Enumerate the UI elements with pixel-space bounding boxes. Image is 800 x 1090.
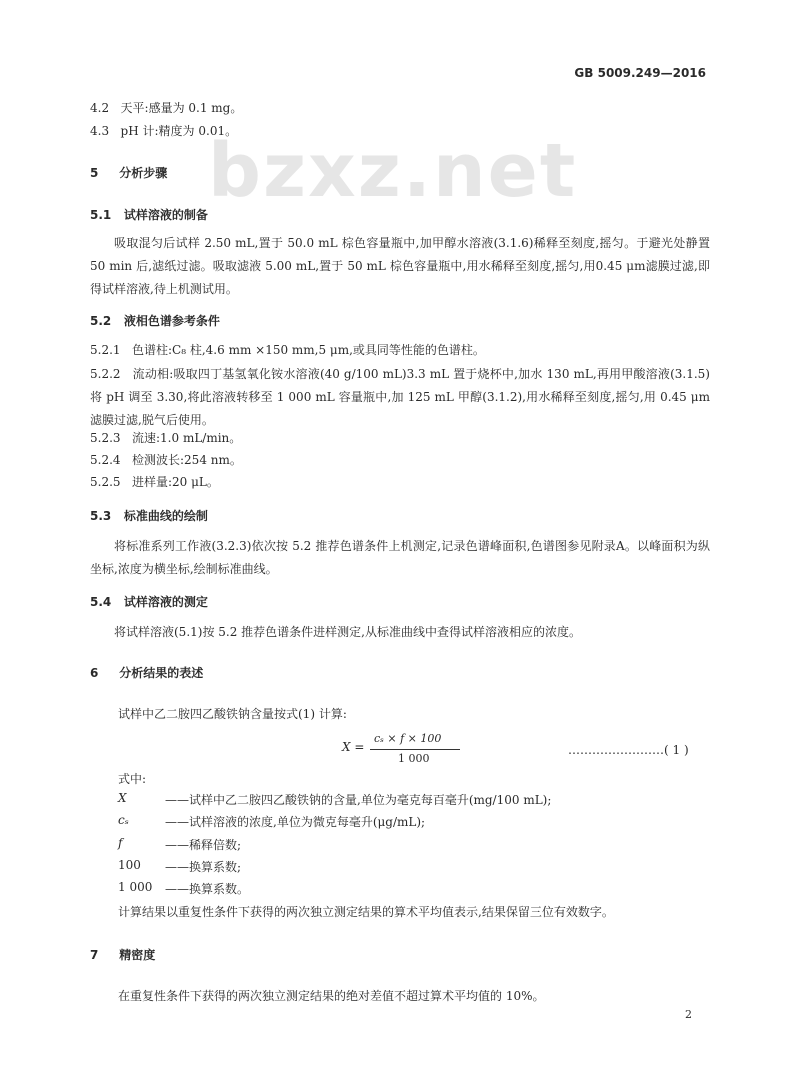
section-7-paragraph: 在重复性条件下获得的两次独立测定结果的绝对差值不超过算术平均值的 10%。 (118, 989, 545, 1003)
clause-number: 4.2 (90, 101, 110, 115)
clause-number: 5.2.1 (90, 343, 121, 357)
symbol-term: cₛ (118, 813, 129, 827)
section-title: 标准曲线的绘制 (123, 509, 208, 523)
clause-4-3 (90, 121, 237, 141)
section-5-heading (90, 164, 167, 181)
clause-4-2 (90, 98, 242, 118)
formula-lhs: X = (342, 740, 365, 754)
clause-number: 5.2.2 (90, 367, 121, 381)
formula-reference: ……………………( 1 ) (568, 743, 689, 757)
symbol-term: f (118, 836, 123, 850)
symbol-term: 100 (118, 858, 141, 872)
formula-denominator: 1 000 (398, 752, 430, 765)
symbol-desc: ——换算系数。 (165, 882, 250, 896)
watermark: bzxz.net (208, 128, 578, 214)
section-number: 5.2 (90, 314, 112, 328)
section-number: 6 (90, 666, 99, 680)
clause-number: 5.2.4 (90, 453, 121, 467)
clause-text: 天平:感量为 0.1 mg。 (120, 101, 243, 115)
section-title: 试样溶液的制备 (123, 208, 208, 222)
symbol-term: 1 000 (118, 880, 153, 894)
where-label: 式中: (118, 772, 147, 786)
standard-number: GB 5009.249—2016 (574, 66, 706, 80)
section-5-4-heading (90, 593, 208, 610)
clause-5-2-5 (90, 472, 219, 492)
section-title: 液相色谱参考条件 (123, 314, 220, 328)
section-number: 5 (90, 166, 99, 180)
symbol-desc: ——稀释倍数; (165, 838, 242, 852)
clause-5-2-4 (90, 450, 242, 470)
section-title: 分析结果的表述 (119, 666, 204, 680)
symbol-desc: ——试样中乙二胺四乙酸铁钠的含量,单位为毫克每百毫升(mg/100 mL); (165, 793, 552, 807)
section-5-2-heading (90, 312, 220, 329)
clause-number: 5.2.3 (90, 431, 121, 445)
page-number: 2 (685, 1008, 692, 1021)
symbol-desc: ——试样溶液的浓度,单位为微克每毫升(μg/mL); (165, 815, 426, 829)
section-7-heading (90, 946, 155, 963)
clause-number: 5.2.5 (90, 475, 121, 489)
result-statement: 计算结果以重复性条件下获得的两次独立测定结果的算术平均值表示,结果保留三位有效数字。 (118, 905, 614, 919)
fraction-bar (370, 749, 460, 750)
section-5-1-paragraph: 吸取混匀后试样 2.50 mL,置于 50.0 mL 棕色容量瓶中,加甲醇水溶液(3.1.6)稀释至刻度,摇匀。于避光处静置 50 min 后,滤纸过滤。吸取滤液 5.00 mL,置于 50 mL 棕色容量瓶中,用水稀释至刻度,摇匀,用0.45 μm滤膜过滤,即得试样溶液,待上机测试用。 (90, 236, 710, 296)
symbol-desc: ——换算系数; (165, 860, 242, 874)
section-5-3-heading (90, 507, 208, 524)
section-title: 试样溶液的测定 (123, 595, 208, 609)
clause-text: 流速:1.0 mL/min。 (132, 431, 242, 445)
section-number: 5.4 (90, 595, 112, 609)
section-5-4-paragraph: 将试样溶液(5.1)按 5.2 推荐色谱条件进样测定,从标准曲线中查得试样溶液相应的浓度。 (114, 625, 581, 639)
section-number: 5.1 (90, 208, 112, 222)
section-5-1-heading (90, 206, 208, 223)
clause-text: 检测波长:254 nm。 (132, 453, 242, 467)
clause-5-2-2 (90, 363, 710, 432)
clause-number: 4.3 (90, 124, 110, 138)
clause-text: pH 计:精度为 0.01。 (120, 124, 238, 138)
section-title: 分析步骤 (119, 166, 168, 180)
section-5-3-paragraph: 将标准系列工作液(3.2.3)依次按 5.2 推荐色谱条件上机测定,记录色谱峰面积,色谱图参见附录A。以峰面积为纵坐标,浓度为横坐标,绘制标准曲线。 (90, 539, 710, 576)
section-number: 5.3 (90, 509, 112, 523)
section-number: 7 (90, 948, 99, 962)
clause-5-2-3 (90, 428, 241, 448)
clause-5-2-1 (90, 340, 485, 360)
formula-intro: 试样中乙二胺四乙酸铁钠含量按式(1) 计算: (118, 707, 347, 721)
formula-numerator: cₛ × f × 100 (374, 732, 442, 745)
symbol-term: X (118, 791, 127, 805)
section-title: 精密度 (119, 948, 156, 962)
clause-text: 进样量:20 μL。 (132, 475, 219, 489)
section-6-heading (90, 664, 203, 681)
clause-text: 色谱柱:C₈ 柱,4.6 mm ×150 mm,5 μm,或具同等性能的色谱柱。 (132, 343, 485, 357)
clause-text: 流动相:吸取四丁基氢氧化铵水溶液(40 g/100 mL)3.3 mL 置于烧杯中,加水 130 mL,再用甲酸溶液(3.1.5)将 pH 调至 3.30,将此溶液转移至 1 000 mL 容量瓶中,加 125 mL 甲醇(3.1.2),用水稀释至刻度,摇匀,用 0.45 μm 滤膜过滤,脱气后使用。 (90, 367, 710, 427)
